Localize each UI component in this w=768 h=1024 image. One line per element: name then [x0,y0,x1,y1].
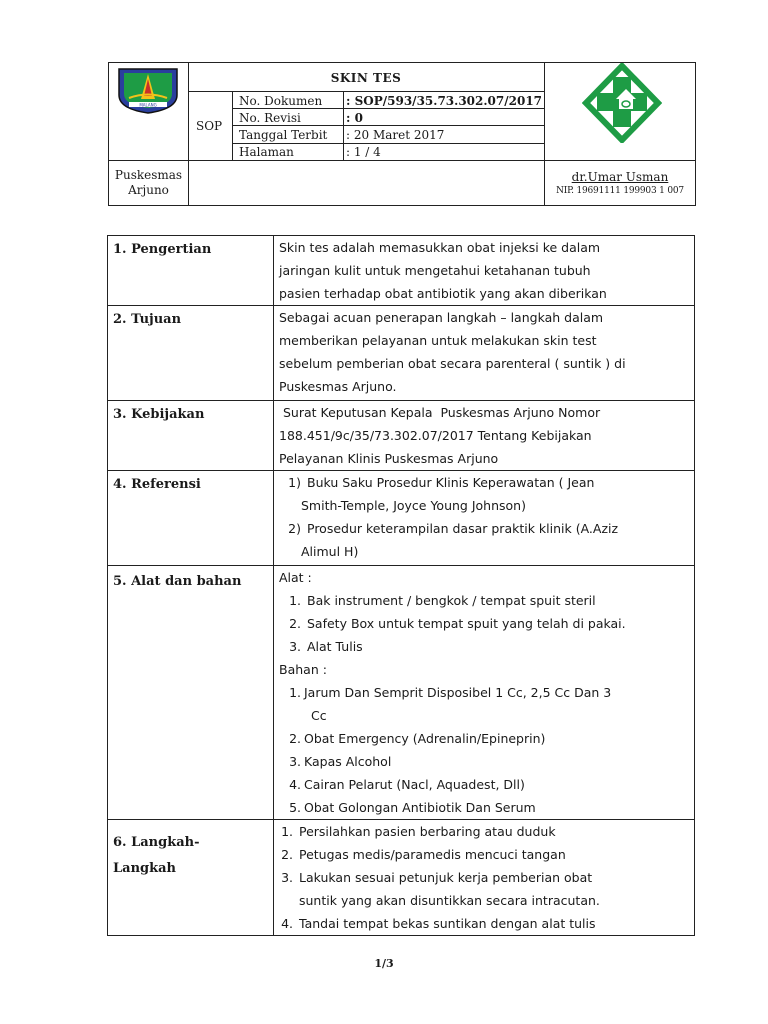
bahan-heading: Bahan : [279,662,327,677]
list-text: Buku Saku Prosedur Klinis Keperawatan ( Jean [307,475,595,490]
list-item [279,796,690,819]
field-value-halaman: : 1 / 4 [346,145,381,159]
section-label [108,820,274,936]
list-text: Kapas Alcohol [304,754,392,769]
list-text: Petugas medis/paramedis mencuci tangan [299,847,566,862]
list-number: 5. [289,800,301,815]
list-text: Cairan Pelarut (Nacl, Aquadest, Dll) [304,777,525,792]
list-item [279,517,690,540]
field-value-tanggal: : 20 Maret 2017 [346,128,445,142]
field-label-revisi: No. Revisi [239,111,301,125]
content-line: Surat Keputusan Kepala Puskesmas Arjuno Nomor [279,405,601,420]
header-divider [343,91,344,160]
header-divider [232,143,544,144]
list-item [279,843,690,866]
section-content [274,820,695,936]
list-text: Safety Box untuk tempat spuit yang telah di pakai. [307,616,626,631]
section-label-line: 6. Langkah- [113,835,200,850]
page-number: 1/3 [374,957,394,970]
list-item-continuation: suntik yang akan disuntikkan secara intracutan. [299,893,600,908]
header-divider [232,125,544,126]
list-text: Persilahkan pasien berbaring atau duduk [299,824,556,839]
field-value-revisi: : 0 [346,111,363,125]
document-header [108,62,696,206]
sop-label: SOP [196,119,223,133]
content-line: 188.451/9c/35/73.302.07/2017 Tentang Kebijakan [279,428,592,443]
section-label: 1. Pengertian [108,236,274,306]
signer-nip: NIP. 19691111 199903 1 007 [556,186,684,196]
list-item [279,589,690,612]
document-title: SKIN TES [330,71,402,85]
content-line: Puskesmas Arjuno. [279,379,397,394]
content-line: Skin tes adalah memasukkan obat injeksi ke dalam [279,240,601,255]
list-number: 2. [289,731,301,746]
list-number: 1) [288,475,301,490]
list-item [279,750,690,773]
section-label: 2. Tujuan [108,306,274,401]
field-label-dokumen: No. Dokumen [239,94,323,108]
content-line: pasien terhadap obat antibiotik yang akan diberikan [279,286,607,301]
list-number: 4. [289,777,301,792]
list-item [279,773,690,796]
field-value-dokumen: : SOP/593/35.73.302.07/2017 [346,94,543,108]
table-row-kebijakan [108,401,695,471]
content-line: memberikan pelayanan untuk melakukan skin test [279,333,597,348]
list-number: 3. [289,639,301,654]
content-line: sebelum pemberian obat secara parenteral ( suntik ) di [279,356,626,371]
content-line: Pelayanan Klinis Puskesmas Arjuno [279,451,499,466]
list-item [279,681,690,704]
list-item [279,612,690,635]
section-content [274,566,695,820]
crest-caption: MALANG [139,102,157,108]
list-number: 2. [289,616,301,631]
list-text: Obat Golongan Antibiotik Dan Serum [304,800,536,815]
puskesmas-logo [582,63,662,143]
alat-heading: Alat : [279,570,312,585]
list-text: Prosedur keterampilan dasar praktik klinik (A.Aziz [307,521,619,536]
section-label: 4. Referensi [108,471,274,566]
list-text: Tandai tempat bekas suntikan dengan alat tulis [299,916,596,931]
field-label-halaman: Halaman [239,145,294,159]
header-divider [232,108,544,109]
section-label: 3. Kebijakan [108,401,274,471]
list-item [279,866,690,889]
list-number: 3. [281,870,293,885]
table-row-pengertian [108,236,695,306]
section-content [274,471,695,566]
list-item [279,471,690,494]
table-row-langkah [108,820,695,936]
field-label-tanggal: Tanggal Terbit [239,128,328,142]
list-text: Jarum Dan Semprit Disposibel 1 Cc, 2,5 Cc Dan 3 [304,685,612,700]
section-content [274,401,695,471]
content-line: jaringan kulit untuk mengetahui ketahanan tubuh [279,263,591,278]
signer-name [544,170,696,184]
list-text: Alat Tulis [307,639,363,654]
table-row-alat-bahan [108,566,695,820]
header-divider [188,91,544,92]
org-name-line1: Puskesmas [114,168,183,182]
list-item-continuation: Cc [311,708,327,723]
list-number: 1. [289,685,301,700]
section-label-line: Langkah [113,861,176,876]
list-text: Bak instrument / bengkok / tempat spuit steril [307,593,596,608]
section-label: 5. Alat dan bahan [108,566,274,820]
list-number: 1. [289,593,301,608]
section-content [274,306,695,401]
list-item-continuation: Smith-Temple, Joyce Young Johnson) [301,498,526,513]
list-item [279,820,690,843]
list-number: 2) [288,521,301,536]
list-item-continuation: Alimul H) [301,544,359,559]
city-crest-logo [115,65,181,115]
signer-name-text: dr.Umar Usman [571,170,669,184]
list-item [279,912,690,935]
list-text: Obat Emergency (Adrenalin/Epineprin) [304,731,546,746]
list-number: 2. [281,847,293,862]
list-item [279,635,690,658]
list-item [279,727,690,750]
list-number: 1. [281,824,293,839]
header-divider [109,160,696,161]
list-number: 3. [289,754,301,769]
section-content [274,236,695,306]
sop-content-table [107,235,695,936]
table-row-referensi [108,471,695,566]
org-name-line2: Arjuno [128,183,169,197]
table-row-tujuan [108,306,695,401]
content-line: Sebagai acuan penerapan langkah – langkah dalam [279,310,604,325]
list-number: 4. [281,916,293,931]
list-text: Lakukan sesuai petunjuk kerja pemberian obat [299,870,593,885]
